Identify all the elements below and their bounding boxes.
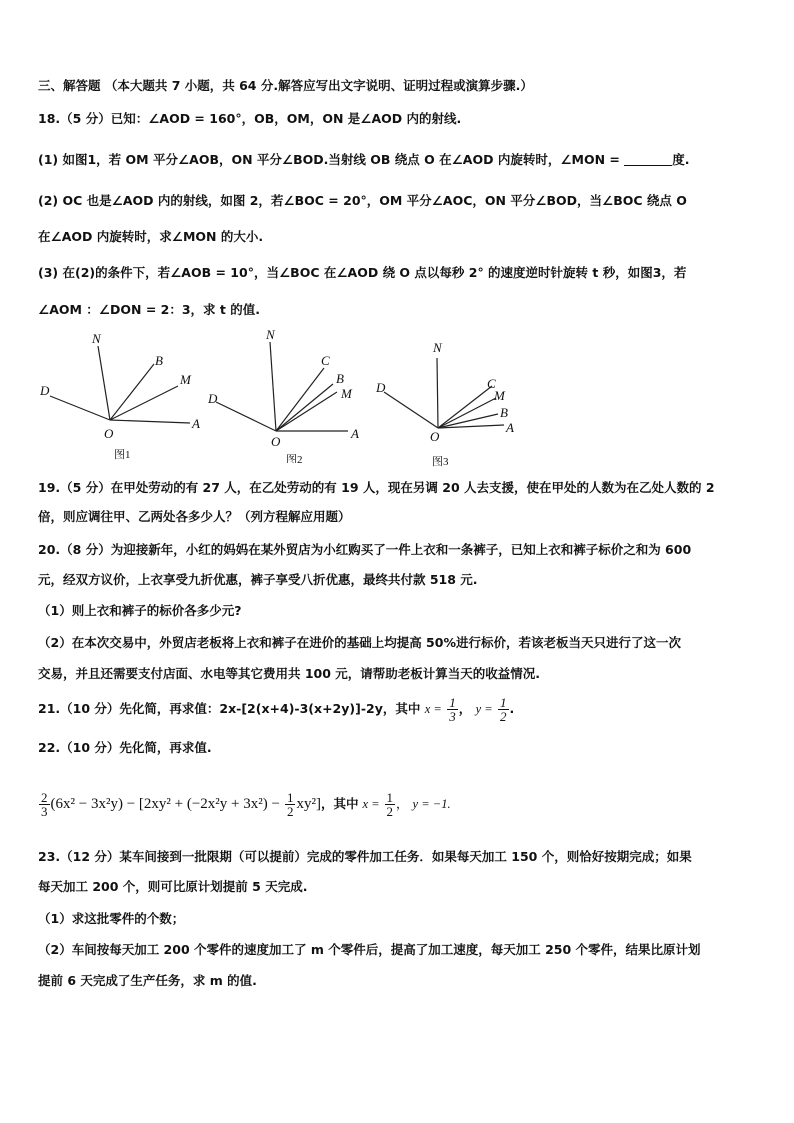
- q20-sub2-line1: （2）在本次交易中，外贸店老板将上衣和裤子在进价的基础上均提高 50%进行标价，若该老板当天只进行了这一次: [38, 635, 681, 650]
- label-N: N: [92, 331, 101, 346]
- label-D: D: [40, 383, 50, 398]
- q20-sub1: （1）则上衣和裤子的标价各多少元?: [38, 603, 242, 618]
- q20-line2: 元，经双方议价，上衣享受九折优惠，裤子享受八折优惠，最终共付款 518 元.: [38, 572, 478, 587]
- q18-part2-line1: (2) OC 也是∠AOD 内的射线，如图 2，若∠BOC = 20°，OM 平分∠AOC，ON 平分∠BOD，当∠BOC 绕点 O: [38, 193, 687, 208]
- q19-line2: 倍，则应调往甲、乙两处各多少人？（列方程解应用题）: [38, 509, 351, 524]
- q18-part3-line2: ∠AOM ：∠DON = 2：3，求 t 的值.: [38, 302, 260, 317]
- label-A: A: [351, 426, 359, 441]
- q23-sub2-line1: （2）车间按每天加工 200 个零件的速度加工了 m 个零件后，提高了加工速度，每天加工 250 个零件，结果比原计划: [38, 942, 701, 957]
- q23-line2: 每天加工 200 个，则可比原计划提前 5 天完成.: [38, 879, 308, 894]
- label-D: D: [208, 391, 218, 406]
- label-N: N: [433, 340, 442, 355]
- q18-part3-line1: (3) 在(2)的条件下，若∠AOB = 10°，当∠BOC 在∠AOD 绕 O 点以每秒 2° 的速度逆时针旋转 t 秒，如图3，若: [38, 265, 687, 280]
- q21-x-fraction: $\frac{1}{3}$: [449, 695, 456, 724]
- section-header: 三、解答题 （本大题共 7 小题，共 64 分.解答应写出文字说明、证明过程或演算步骤.）: [38, 78, 533, 93]
- q21: 21.（10 分）先化简，再求值：2x-[2(x+4)-3(x+2y)]-2y，其中 x = $\frac{1}{3}$ ， y = $\frac{1}{2}$ .: [38, 695, 515, 724]
- q18-part2-line2: 在∠AOD 内旋转时，求∠MON 的大小.: [38, 229, 264, 244]
- q18-stem: 18.（5 分）已知：∠AOD = 160°，OB，OM，ON 是∠AOD 内的射线.: [38, 111, 462, 126]
- label-N: N: [266, 328, 275, 342]
- q21-y-fraction: $\frac{1}{2}$: [500, 695, 507, 724]
- label-M: M: [180, 372, 191, 387]
- label-B: B: [155, 353, 163, 368]
- q20-sub2-line2: 交易，并且还需要支付店面、水电等其它费用共 100 元，请帮助老板计算当天的收益情况.: [38, 666, 541, 681]
- figure-1: [30, 328, 210, 467]
- q18-part1: [38, 151, 690, 169]
- q22-coef-fraction: $\frac{2}{3}$: [41, 790, 48, 819]
- q18-part1-text: (1) 如图1，若 OM 平分∠AOB，ON 平分∠BOD.当射线 OB 绕点 O 在∠AOD 内旋转时，∠MON =: [38, 152, 620, 167]
- label-M: M: [494, 388, 505, 403]
- q22-expr-a: (6x² − 3x²y) − [2xy² + (−2x²y + 3x²) −: [50, 796, 280, 812]
- q22-expression: $\frac{2}{3}$ (6x² − 3x²y) − [2xy² + (−2x²y + 3x²) − $\frac{1}{2}$ xy²]，其中 x = $\frac{1}{2}$ ， y = −1.: [41, 790, 451, 819]
- figure-caption: 图3: [432, 456, 449, 468]
- q21-y: y =: [475, 702, 493, 716]
- q20-line1: 20.（8 分）为迎接新年，小红的妈妈在某外贸店为小红购买了一件上衣和一条裤子，已知上衣和裤子标价之和为 600: [38, 542, 692, 557]
- q22-half-fraction: $\frac{1}{2}$: [286, 790, 294, 819]
- label-O: O: [104, 426, 114, 441]
- figure-caption: 图2: [286, 454, 303, 463]
- label-O: O: [271, 434, 281, 449]
- q22-stem: 22.（10 分）先化简，再求值.: [38, 740, 212, 755]
- q23-sub2-line2: 提前 6 天完成了生产任务，求 m 的值.: [38, 973, 257, 988]
- q22-x-fraction: $\frac{1}{2}$: [386, 790, 394, 819]
- q21-text: 21.（10 分）先化简，再求值：2x-[2(x+4)-3(x+2y)]-2y，其中: [38, 701, 421, 716]
- label-A: A: [192, 416, 200, 431]
- q18-part1-unit: 度.: [672, 152, 690, 167]
- label-A: A: [506, 420, 514, 435]
- q21-x: x =: [424, 702, 442, 716]
- figure-2: [200, 328, 370, 467]
- label-O: O: [430, 429, 440, 444]
- q22-expr-b: xy²]: [296, 796, 321, 812]
- q23-line1: 23.（12 分）某车间接到一批限期（可以提前）完成的零件加工任务．如果每天加工 150 个，则恰好按期完成；如果: [38, 849, 692, 864]
- figure-caption: 图1: [114, 449, 131, 461]
- label-D: D: [376, 380, 386, 395]
- q23-sub1: （1）求这批零件的个数；: [38, 911, 185, 926]
- answer-blank: [624, 153, 672, 166]
- label-C: C: [487, 376, 496, 391]
- label-C: C: [321, 353, 330, 368]
- figure-3: [368, 328, 528, 472]
- label-B: B: [500, 405, 508, 420]
- q19-line1: 19.（5 分）在甲处劳动的有 27 人，在乙处劳动的有 19 人，现在另调 20 人去支援，使在甲处的人数为在乙处人数的 2: [38, 480, 715, 495]
- label-M: M: [341, 386, 352, 401]
- label-B: B: [336, 371, 344, 386]
